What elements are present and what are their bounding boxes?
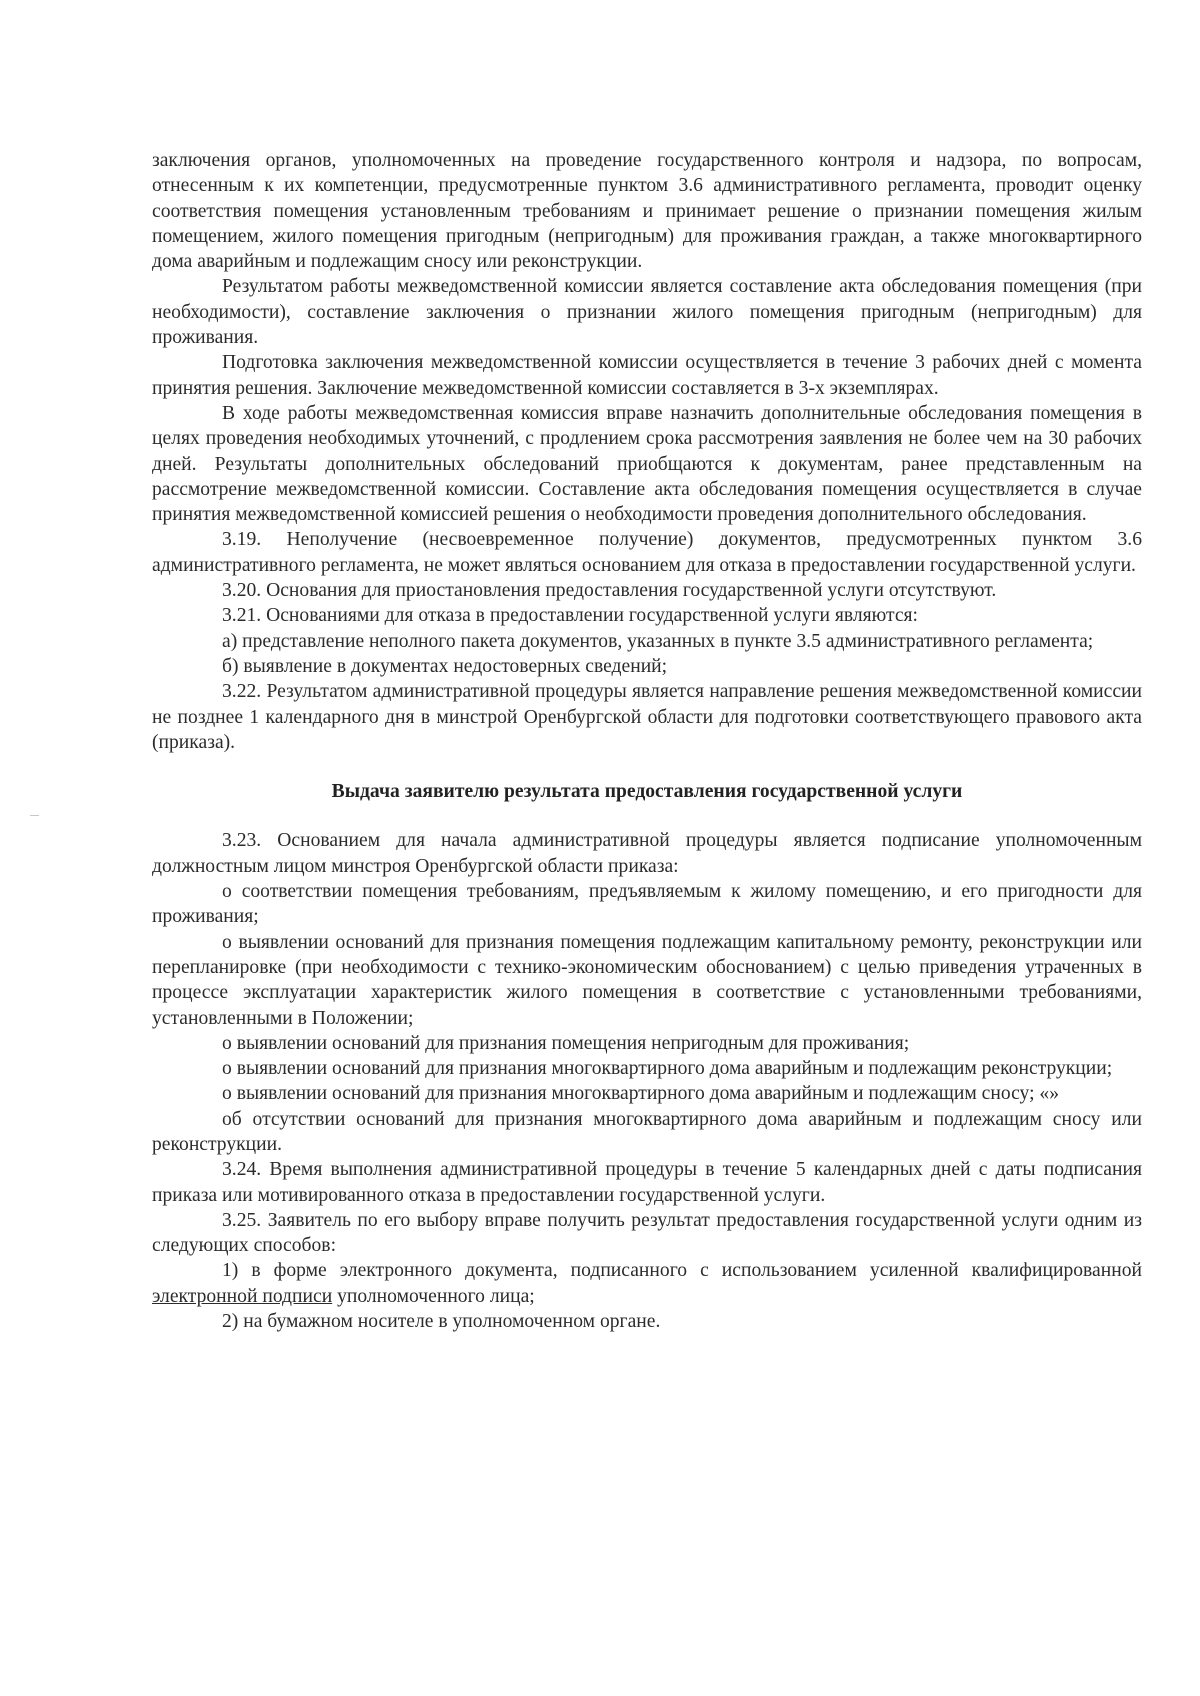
list-item-compliance: о соответствии помещения требованиям, предъявляемым к жилому помещению, и его пригодности для проживания; [152, 881, 1142, 928]
list-item-electronic-text: 1) в форме электронного документа, подписанного с использованием усиленной квалифицированной [222, 1260, 1142, 1282]
paragraph-conclusion-preparation: Подготовка заключения межведомственной комиссии осуществляется в течение 3 рабочих дней с момента принятия решения. Заключение межведомственной комиссии составляется в 3-х экземплярах. [152, 352, 1142, 399]
paragraph-additional-inspection: В ходе работы межведомственная комиссия вправе назначить дополнительные обследования помещения в целях проведения необходимых уточнений, с продлением срока рассмотрения заявления не более чем на 30 рабочих дней. Результаты дополнительных обследований приобщаются к документам, ранее представленным на рассмотрение межведомственной комиссии. Составление акта обследования помещения осуществляется в случае принятия межведомственной комиссией решения о необходимости проведения дополнительного обследования. [152, 402, 1142, 526]
electronic-signature-link[interactable]: электронной подписи [152, 1285, 333, 1307]
paragraph-3-23: 3.23. Основанием для начала административной процедуры является подписание уполномоченным должностным лицом минстроя Оренбургской области приказа: [152, 830, 1142, 877]
paragraph-3-22: 3.22. Результатом административной процедуры является направление решения межведомственной комиссии не позднее 1 календарного дня в минстрой Оренбургской области для подготовки соответствующего правового акта (приказа). [152, 681, 1142, 753]
list-item-demolition: о выявлении оснований для признания многоквартирного дома аварийным и подлежащим сносу; «» [222, 1083, 1060, 1105]
list-item-repair: о выявлении оснований для признания помещения подлежащим капитальному ремонту, реконструкции или перепланировке (при необходимости с технико-экономическим обоснованием) с целью приведения утраченных в процессе эксплуатации характеристик жилого помещения в соответствие с установленными требованиями, установленными в Положении; [152, 931, 1142, 1029]
list-item-electronic [152, 1258, 1142, 1309]
list-item-unfit: о выявлении оснований для признания помещения непригодным для проживания; [222, 1032, 910, 1054]
paragraph-3-20: 3.20. Основания для приостановления предоставления государственной услуги отсутствуют. [222, 580, 997, 602]
paragraph-commission-conclusions: заключения органов, уполномоченных на проведение государственного контроля и надзора, по вопросам, отнесенным к их компетенции, предусмотренные пунктом 3.6 административного регламента, проводит оценку соответствия помещения установленным требованиям и принимает решение о признании помещения жилым помещением, жилого помещения пригодным (непригодным) для проживания граждан, а также многоквартирного дома аварийным и подлежащим сносу или реконструкции. [152, 150, 1142, 273]
section-heading: Выдача заявителю результата предоставления государственной услуги [331, 781, 963, 803]
list-item-a: а) представление неполного пакета документов, указанных в пункте 3.5 административного регламента; [222, 630, 1094, 652]
list-item-paper: 2) на бумажном носителе в уполномоченном органе. [222, 1311, 661, 1333]
paragraph-3-24: 3.24. Время выполнения административной процедуры в течение 5 календарных дней с даты подписания приказа или мотивированного отказа в предоставлении государственной услуги. [152, 1159, 1142, 1206]
paragraph-3-25: 3.25. Заявитель по его выбору вправе получить результат предоставления государственной услуги одним из следующих способов: [152, 1209, 1142, 1257]
paragraph-commission-result: Результатом работы межведомственной комиссии является составление акта обследования помещения (при необходимости), составление заключения о признании жилого помещения пригодным (непригодным) для проживания. [152, 276, 1142, 349]
list-item-no-grounds: об отсутствии оснований для признания многоквартирного дома аварийным и подлежащим сносу или реконструкции. [152, 1108, 1142, 1155]
paragraph-3-21: 3.21. Основаниями для отказа в предоставлении государственной услуги являются: [222, 605, 918, 627]
document-page [152, 148, 1142, 1334]
list-item-electronic-tail: уполномоченного лица; [332, 1285, 535, 1307]
list-item-b: б) выявление в документах недостоверных сведений; [222, 655, 668, 677]
margin-mark [30, 815, 39, 816]
paragraph-3-19: 3.19. Неполучение (несвоевременное получение) документов, предусмотренных пунктом 3.6 административного регламента, не может являться основанием для отказа в предоставлении государственной услуги. [152, 529, 1142, 576]
list-item-reconstruction: о выявлении оснований для признания многоквартирного дома аварийным и подлежащим реконструкции; [222, 1058, 1113, 1080]
